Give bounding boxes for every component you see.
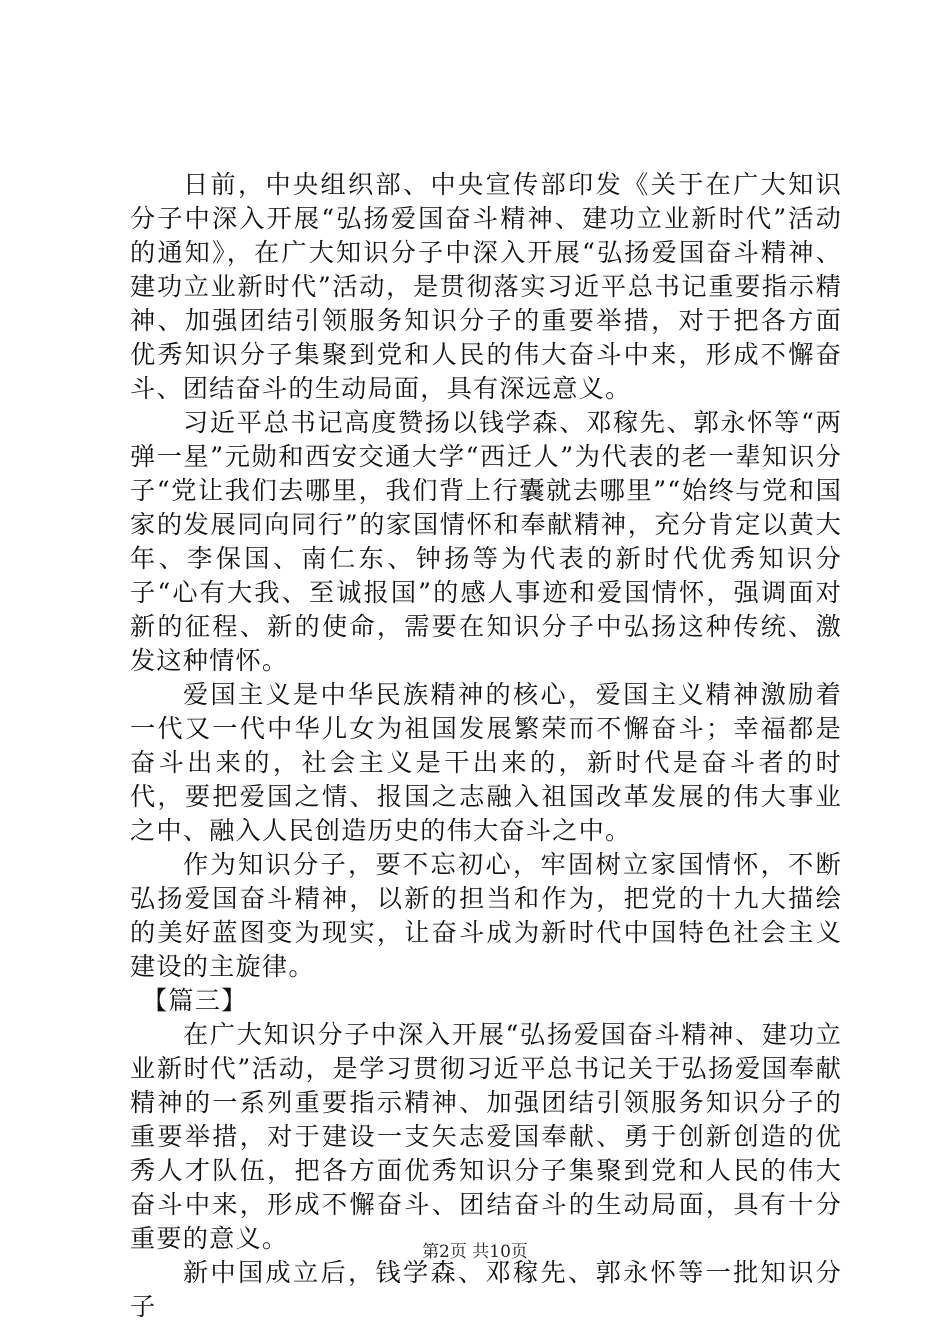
paragraph: 作为知识分子，要不忘初心，牢固树立家国情怀，不断弘扬爱国奋斗精神，以新的担当和作为，把党的十九大描绘的美好蓝图变为现实，让奋斗成为新时代中国特色社会主义建设的主旋律。 xyxy=(130,850,842,981)
paragraph: 在广大知识分子中深入开展“弘扬爱国奋斗精神、建功立业新时代”活动，是学习贯彻习近平总书记关于弘扬爱国奉献精神的一系列重要指示精神、加强团结引领服务知识分子的重要举措，对于建设一支矢志爱国奉献、勇于创新创造的优秀人才队伍，把各方面优秀知识分子集聚到党和人民的伟大奋斗中来，形成不懈奋斗、团结奋斗的生动局面，具有十分重要的意义。 xyxy=(130,1020,842,1253)
paragraph: 日前，中央组织部、中央宣传部印发《关于在广大知识分子中深入开展“弘扬爱国奋斗精神、建功立业新时代”活动的通知》，在广大知识分子中深入开展“弘扬爱国奋斗精神、建功立业新时代”活动，是贯彻落实习近平总书记重要指示精神、加强团结引领服务知识分子的重要举措，对于把各方面优秀知识分子集聚到党和人民的伟大奋斗中来，形成不懈奋斗、团结奋斗的生动局面，具有深远意义。 xyxy=(130,170,842,403)
section-heading: 【篇三】 xyxy=(142,986,248,1015)
paragraph: 习近平总书记高度赞扬以钱学森、邓稼先、郭永怀等“两弹一星”元勋和西安交通大学“西迁人”为代表的老一辈知识分子“党让我们去哪里，我们背上行囊就去哪里”“始终与党和国家的发展同向同行”的家国情怀和奉献精神，充分肯定以黄大年、李保国、南仁东、钟扬等为代表的新时代优秀知识分子“心有大我、至诚报国”的感人事迹和爱国情怀，强调面对新的征程、新的使命，需要在知识分子中弘扬这种传统、激发这种情怀。 xyxy=(130,408,842,675)
paragraph: 爱国主义是中华民族精神的核心，爱国主义精神激励着一代又一代中华儿女为祖国发展繁荣而不懈奋斗；幸福都是奋斗出来的，社会主义是干出来的，新时代是奋斗者的时代，要把爱国之情、报国之志融入祖国改革发展的伟大事业之中、融入人民创造历史的伟大奋斗之中。 xyxy=(130,680,842,845)
page-footer: 第2页 共10页 xyxy=(422,1242,528,1262)
paragraph: 新中国成立后，钱学森、邓稼先、郭永怀等一批知识分子 xyxy=(130,1258,842,1321)
document-body xyxy=(130,168,842,1324)
